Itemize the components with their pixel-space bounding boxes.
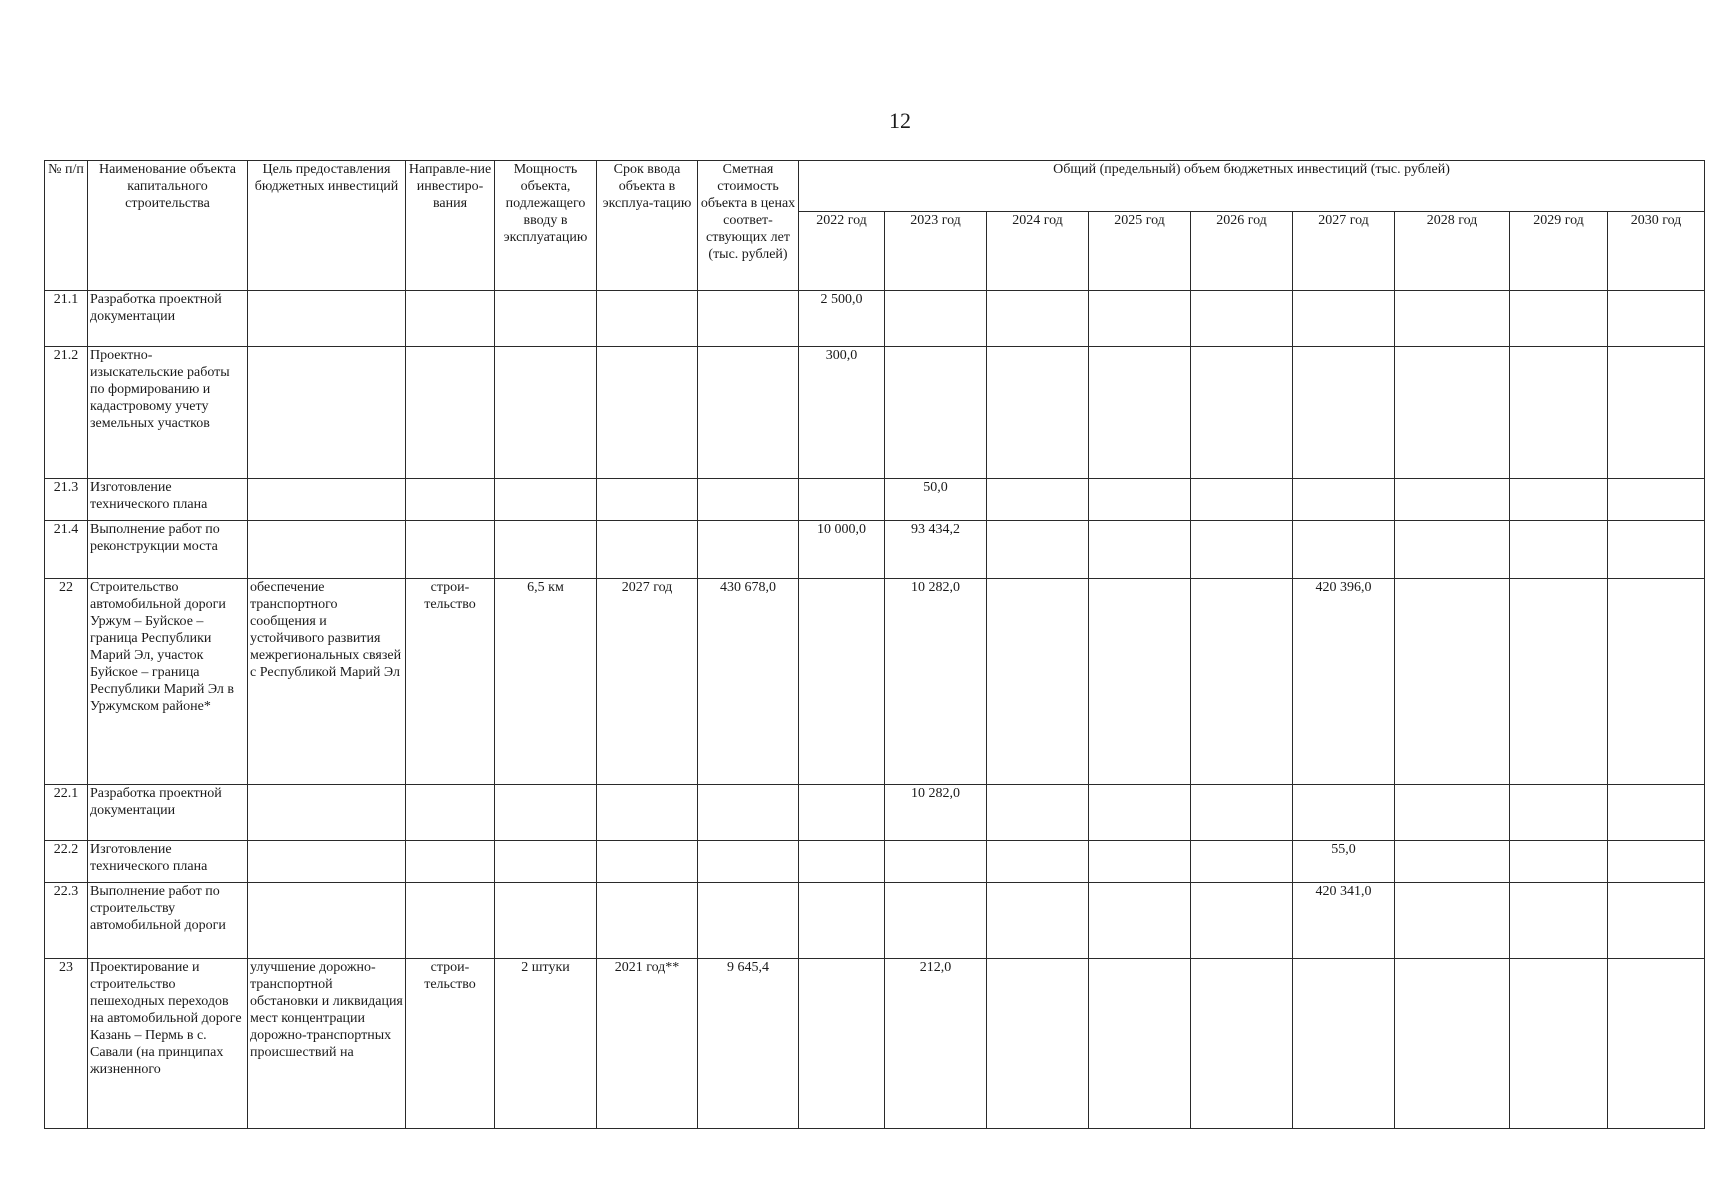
cell-2025 <box>1089 521 1191 579</box>
header-year: 2025 год <box>1089 212 1191 291</box>
row-direction <box>406 883 495 959</box>
row-cost <box>698 841 799 883</box>
table-row <box>45 521 1705 579</box>
header-name: Наименование объекта капитального строительства <box>88 161 248 291</box>
row-goal <box>248 883 406 959</box>
table-row <box>45 785 1705 841</box>
cell-2026 <box>1191 785 1293 841</box>
row-direction <box>406 479 495 521</box>
cell-2025 <box>1089 841 1191 883</box>
page-number: 12 <box>889 108 911 133</box>
row-capacity: 6,5 км <box>495 579 597 785</box>
cell-2023: 93 434,2 <box>885 521 987 579</box>
row-name: Строительство автомобильной дороги Уржум – Буйское – граница Республики Марий Эл, участок Буйское – граница Республики Марий Эл в Уржумском районе* <box>88 579 248 785</box>
cell-2024 <box>987 521 1089 579</box>
cell-2029 <box>1510 883 1608 959</box>
cell-2023: 10 282,0 <box>885 579 987 785</box>
row-direction <box>406 841 495 883</box>
header-year: 2022 год <box>799 212 885 291</box>
cell-2027 <box>1293 479 1395 521</box>
cell-2022 <box>799 959 885 1129</box>
row-cost <box>698 479 799 521</box>
row-direction <box>406 785 495 841</box>
row-num: 22.3 <box>45 883 88 959</box>
row-capacity: 2 штуки <box>495 959 597 1129</box>
cell-2028 <box>1395 479 1510 521</box>
cell-2026 <box>1191 479 1293 521</box>
cell-2022 <box>799 579 885 785</box>
cell-2023: 50,0 <box>885 479 987 521</box>
cell-2024 <box>987 579 1089 785</box>
table-row <box>45 479 1705 521</box>
cell-2023 <box>885 841 987 883</box>
cell-2029 <box>1510 347 1608 479</box>
cell-2027 <box>1293 291 1395 347</box>
row-name: Выполнение работ по строительству автомобильной дороги <box>88 883 248 959</box>
row-cost <box>698 291 799 347</box>
cell-2025 <box>1089 579 1191 785</box>
row-term <box>597 347 698 479</box>
row-term <box>597 479 698 521</box>
cell-2022 <box>799 785 885 841</box>
table-body <box>45 291 1705 1129</box>
row-capacity <box>495 841 597 883</box>
header-goal: Цель предоставления бюджетных инвестиций <box>248 161 406 291</box>
cell-2022 <box>799 479 885 521</box>
cell-2023 <box>885 347 987 479</box>
header-year: 2028 год <box>1395 212 1510 291</box>
header-direction: Направле-ние инвестиро-вания <box>406 161 495 291</box>
row-cost <box>698 347 799 479</box>
header-year: 2027 год <box>1293 212 1395 291</box>
cell-2027 <box>1293 785 1395 841</box>
row-capacity <box>495 479 597 521</box>
row-cost: 9 645,4 <box>698 959 799 1129</box>
cell-2030 <box>1608 347 1705 479</box>
table-row <box>45 841 1705 883</box>
row-term: 2027 год <box>597 579 698 785</box>
row-name: Разработка проектной документации <box>88 291 248 347</box>
cell-2025 <box>1089 347 1191 479</box>
cell-2027 <box>1293 347 1395 479</box>
cell-2023 <box>885 291 987 347</box>
row-term <box>597 521 698 579</box>
row-goal <box>248 479 406 521</box>
row-num: 22.2 <box>45 841 88 883</box>
table-row <box>45 291 1705 347</box>
cell-2024 <box>987 959 1089 1129</box>
header-capacity: Мощность объекта, подлежащего вводу в эксплуатацию <box>495 161 597 291</box>
table-row <box>45 579 1705 785</box>
cell-2029 <box>1510 521 1608 579</box>
cell-2024 <box>987 785 1089 841</box>
cell-2024 <box>987 479 1089 521</box>
cell-2030 <box>1608 785 1705 841</box>
cell-2026 <box>1191 291 1293 347</box>
row-num: 21.2 <box>45 347 88 479</box>
cell-2024 <box>987 841 1089 883</box>
cell-2025 <box>1089 479 1191 521</box>
cell-2027: 420 341,0 <box>1293 883 1395 959</box>
table-header <box>45 161 1705 291</box>
cell-2030 <box>1608 959 1705 1129</box>
header-year: 2030 год <box>1608 212 1705 291</box>
row-name: Выполнение работ по реконструкции моста <box>88 521 248 579</box>
header-term: Срок ввода объекта в эксплуа-тацию <box>597 161 698 291</box>
row-direction <box>406 521 495 579</box>
row-cost: 430 678,0 <box>698 579 799 785</box>
row-direction: строи-тельство <box>406 959 495 1129</box>
cell-2024 <box>987 291 1089 347</box>
cell-2026 <box>1191 521 1293 579</box>
table-row <box>45 959 1705 1129</box>
row-name: Изготовление технического плана <box>88 841 248 883</box>
cell-2030 <box>1608 841 1705 883</box>
cell-2027 <box>1293 959 1395 1129</box>
header-year: 2029 год <box>1510 212 1608 291</box>
row-goal: улучшение дорожно-транспортной обстановки и ликвидация мест концентрации дорожно-транспортных происшествий на <box>248 959 406 1129</box>
cell-2029 <box>1510 479 1608 521</box>
table-row <box>45 347 1705 479</box>
row-term <box>597 883 698 959</box>
header-year: 2024 год <box>987 212 1089 291</box>
row-num: 22 <box>45 579 88 785</box>
header-cost: Сметная стоимость объекта в ценах соответ-ствующих лет (тыс. рублей) <box>698 161 799 291</box>
cell-2028 <box>1395 785 1510 841</box>
cell-2029 <box>1510 785 1608 841</box>
row-capacity <box>495 521 597 579</box>
cell-2022 <box>799 841 885 883</box>
cell-2022: 10 000,0 <box>799 521 885 579</box>
cell-2022 <box>799 883 885 959</box>
cell-2025 <box>1089 883 1191 959</box>
row-goal <box>248 521 406 579</box>
cell-2023: 10 282,0 <box>885 785 987 841</box>
row-name: Проектно-изыскательские работы по формированию и кадастровому учету земельных участков <box>88 347 248 479</box>
table-row <box>45 883 1705 959</box>
row-direction: строи-тельство <box>406 579 495 785</box>
cell-2026 <box>1191 347 1293 479</box>
cell-2022: 300,0 <box>799 347 885 479</box>
row-goal <box>248 291 406 347</box>
cell-2028 <box>1395 347 1510 479</box>
cell-2026 <box>1191 579 1293 785</box>
row-num: 21.4 <box>45 521 88 579</box>
cell-2025 <box>1089 785 1191 841</box>
cell-2029 <box>1510 959 1608 1129</box>
cell-2025 <box>1089 291 1191 347</box>
row-term <box>597 841 698 883</box>
cell-2027: 420 396,0 <box>1293 579 1395 785</box>
row-goal <box>248 841 406 883</box>
cell-2030 <box>1608 291 1705 347</box>
header-investments: Общий (предельный) объем бюджетных инвестиций (тыс. рублей) <box>799 161 1705 212</box>
row-capacity <box>495 347 597 479</box>
cell-2023: 212,0 <box>885 959 987 1129</box>
row-cost <box>698 883 799 959</box>
row-name: Проектирование и строительство пешеходных переходов на автомобильной дороге Казань – Пермь в с. Савали (на принципах жизненного <box>88 959 248 1129</box>
cell-2026 <box>1191 883 1293 959</box>
cell-2024 <box>987 883 1089 959</box>
cell-2028 <box>1395 959 1510 1129</box>
cell-2024 <box>987 347 1089 479</box>
row-capacity <box>495 785 597 841</box>
row-cost <box>698 785 799 841</box>
row-capacity <box>495 291 597 347</box>
row-goal <box>248 347 406 479</box>
cell-2030 <box>1608 521 1705 579</box>
row-num: 21.1 <box>45 291 88 347</box>
cell-2030 <box>1608 579 1705 785</box>
cell-2028 <box>1395 579 1510 785</box>
cell-2029 <box>1510 579 1608 785</box>
header-year: 2026 год <box>1191 212 1293 291</box>
budget-investment-table <box>44 160 1705 1129</box>
cell-2023 <box>885 883 987 959</box>
cell-2027: 55,0 <box>1293 841 1395 883</box>
header-year: 2023 год <box>885 212 987 291</box>
row-goal <box>248 785 406 841</box>
row-direction <box>406 291 495 347</box>
cell-2028 <box>1395 883 1510 959</box>
cell-2028 <box>1395 291 1510 347</box>
row-num: 23 <box>45 959 88 1129</box>
row-term <box>597 291 698 347</box>
header-num: № п/п <box>45 161 88 291</box>
cell-2025 <box>1089 959 1191 1129</box>
cell-2030 <box>1608 479 1705 521</box>
row-goal: обеспечение транспортного сообщения и устойчивого развития межрегиональных связей с Республикой Марий Эл <box>248 579 406 785</box>
cell-2028 <box>1395 841 1510 883</box>
cell-2022: 2 500,0 <box>799 291 885 347</box>
cell-2029 <box>1510 841 1608 883</box>
row-num: 22.1 <box>45 785 88 841</box>
cell-2030 <box>1608 883 1705 959</box>
cell-2026 <box>1191 959 1293 1129</box>
row-name: Разработка проектной документации <box>88 785 248 841</box>
cell-2029 <box>1510 291 1608 347</box>
row-direction <box>406 347 495 479</box>
row-name: Изготовление технического плана <box>88 479 248 521</box>
row-term <box>597 785 698 841</box>
cell-2026 <box>1191 841 1293 883</box>
cell-2028 <box>1395 521 1510 579</box>
row-num: 21.3 <box>45 479 88 521</box>
cell-2027 <box>1293 521 1395 579</box>
row-term: 2021 год** <box>597 959 698 1129</box>
row-capacity <box>495 883 597 959</box>
row-cost <box>698 521 799 579</box>
